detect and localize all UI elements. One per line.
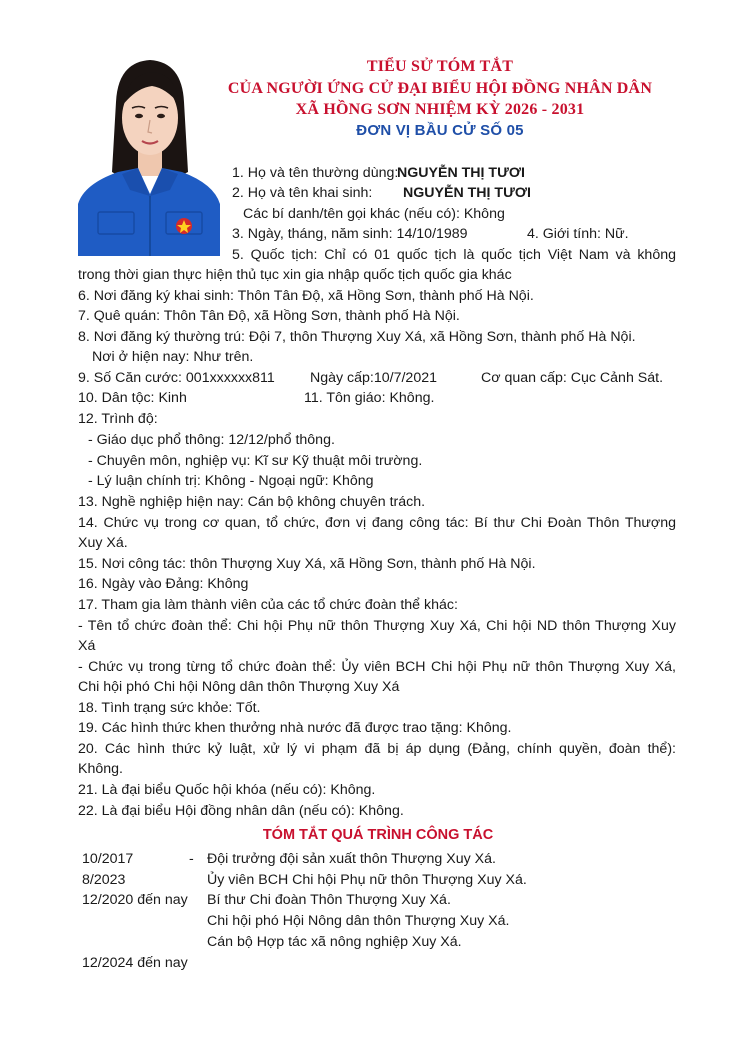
birth-name-value: NGUYỄN THỊ TƯƠI	[403, 185, 531, 201]
dob-line: 3. Ngày, tháng, năm sinh: 14/10/1989	[232, 226, 468, 242]
doc-title: TIỂU SỬ TÓM TẮT	[366, 58, 514, 75]
work-desc-2: Ủy viên BCH Chi hội Phụ nữ thôn Thượng Xuy Xá.	[207, 872, 527, 888]
work-date-6: 12/2024 đến nay	[82, 955, 188, 971]
work-date-2: 8/2023	[82, 872, 126, 888]
work-desc-3: Bí thư Chi đoàn Thôn Thượng Xuy Xá.	[207, 892, 451, 908]
common-name-label: 1. Họ và tên thường dùng:	[232, 165, 399, 181]
doc-subtitle: CỦA NGƯỜI ỨNG CỬ ĐẠI BIỂU HỘI ĐỒNG NHÂN DÂN	[227, 80, 653, 97]
position-line: 14. Chức vụ trong cơ quan, tổ chức, đơn vị đang công tác: Bí thư Chi Đoàn Thôn Thượng	[78, 515, 676, 531]
occupation-line: 13. Nghề nghiệp hiện nay: Cán bộ không chuyên trách.	[78, 494, 426, 510]
discipline-line-cont: Không.	[78, 761, 123, 777]
doc-term: XÃ HỒNG SƠN NHIỆM KỲ 2026 - 2031	[295, 101, 585, 118]
party-date-line: 16. Ngày vào Đảng: Không	[78, 576, 249, 592]
workplace-line: 15. Nơi công tác: thôn Thượng Xuy Xá, xã Hồng Sơn, thành phố Hà Nội.	[78, 556, 536, 572]
organization-names-line: - Tên tổ chức đoàn thể: Chi hội Phụ nữ thôn Thượng Xuy Xá, Chi hội ND thôn Thượng Xuy	[78, 618, 676, 634]
birth-registration-line: 6. Nơi đăng ký khai sinh: Thôn Tân Độ, xã Hồng Sơn, thành phố Hà Nội.	[78, 288, 534, 304]
alias-line: Các bí danh/tên gọi khác (nếu có): Không	[243, 206, 505, 222]
id-issue-date-line: Ngày cấp:10/7/2021	[310, 370, 437, 386]
work-history-title: TÓM TẮT QUÁ TRÌNH CÔNG TÁC	[262, 827, 494, 843]
organization-roles-line: - Chức vụ trong từng tổ chức đoàn thể: Ủy viên BCH Chi hội Phụ nữ thôn Thượng Xuy Xá,	[78, 659, 676, 675]
political-language-line: - Lý luận chính trị: Không - Ngoại ngữ: Không	[88, 473, 374, 489]
work-date-1: 10/2017	[82, 851, 134, 867]
health-line: 18. Tình trạng sức khỏe: Tốt.	[78, 700, 261, 716]
specialty-line: - Chuyên môn, nghiệp vụ: Kĩ sư Kỹ thuật môi trường.	[88, 453, 423, 469]
ethnicity-line: 10. Dân tộc: Kinh	[78, 390, 187, 406]
awards-line: 19. Các hình thức khen thưởng nhà nước đã được trao tặng: Không.	[78, 720, 512, 736]
constituency-label: ĐƠN VỊ BẦU CỬ SỐ 05	[356, 122, 524, 139]
work-date-3: 12/2020 đến nay	[82, 892, 188, 908]
nationality-line: 5. Quốc tịch: Chỉ có 01 quốc tịch là quốc tịch Việt Nam và không	[232, 247, 676, 263]
organization-names-cont: Xá	[78, 638, 96, 654]
work-desc-5: Cán bộ Hợp tác xã nông nghiệp Xuy Xá.	[207, 934, 462, 950]
work-dash-1: -	[189, 851, 194, 867]
nationality-line-cont: trong thời gian thực hiện thủ tục xin gia nhập quốc tịch quốc gia khác	[78, 267, 512, 283]
birth-name-label: 2. Họ và tên khai sinh:	[232, 185, 373, 201]
residence-line: 8. Nơi đăng ký thường trú: Đội 7, thôn Thượng Xuy Xá, xã Hồng Sơn, thành phố Hà Nội.	[78, 329, 636, 345]
organizations-heading: 17. Tham gia làm thành viên của các tổ chức đoàn thể khác:	[78, 597, 458, 613]
organization-roles-cont: Chi hội phó Chi hội Nông dân thôn Thượng Xuy Xá	[78, 679, 400, 695]
peoples-council-line: 22. Là đại biểu Hội đồng nhân dân (nếu có): Không.	[78, 803, 404, 819]
religion-line: 11. Tôn giáo: Không.	[304, 390, 435, 406]
hometown-line: 7. Quê quán: Thôn Tân Độ, xã Hồng Sơn, thành phố Hà Nội.	[78, 308, 460, 324]
national-assembly-line: 21. Là đại biểu Quốc hội khóa (nếu có): Không.	[78, 782, 376, 798]
general-education-line: - Giáo dục phổ thông: 12/12/phổ thông.	[88, 432, 335, 448]
position-line-cont: Xuy Xá.	[78, 535, 128, 551]
work-desc-4: Chi hội phó Hội Nông dân thôn Thượng Xuy Xá.	[207, 913, 510, 929]
id-issuer-line: Cơ quan cấp: Cục Cảnh Sát.	[481, 370, 664, 386]
education-heading: 12. Trình độ:	[78, 411, 158, 427]
common-name-value: NGUYỄN THỊ TƯƠI	[397, 165, 525, 181]
gender-line: 4. Giới tính: Nữ.	[527, 226, 629, 242]
work-desc-1: Đội trưởng đội sản xuất thôn Thượng Xuy Xá.	[207, 851, 496, 867]
id-number-line: 9. Số Căn cước: 001xxxxxx811	[78, 370, 275, 386]
discipline-line: 20. Các hình thức kỷ luật, xử lý vi phạm đã bị áp dụng (Đảng, chính quyền, đoàn thể):	[78, 741, 676, 757]
current-address-line: Nơi ở hiện nay: Như trên.	[92, 349, 254, 365]
